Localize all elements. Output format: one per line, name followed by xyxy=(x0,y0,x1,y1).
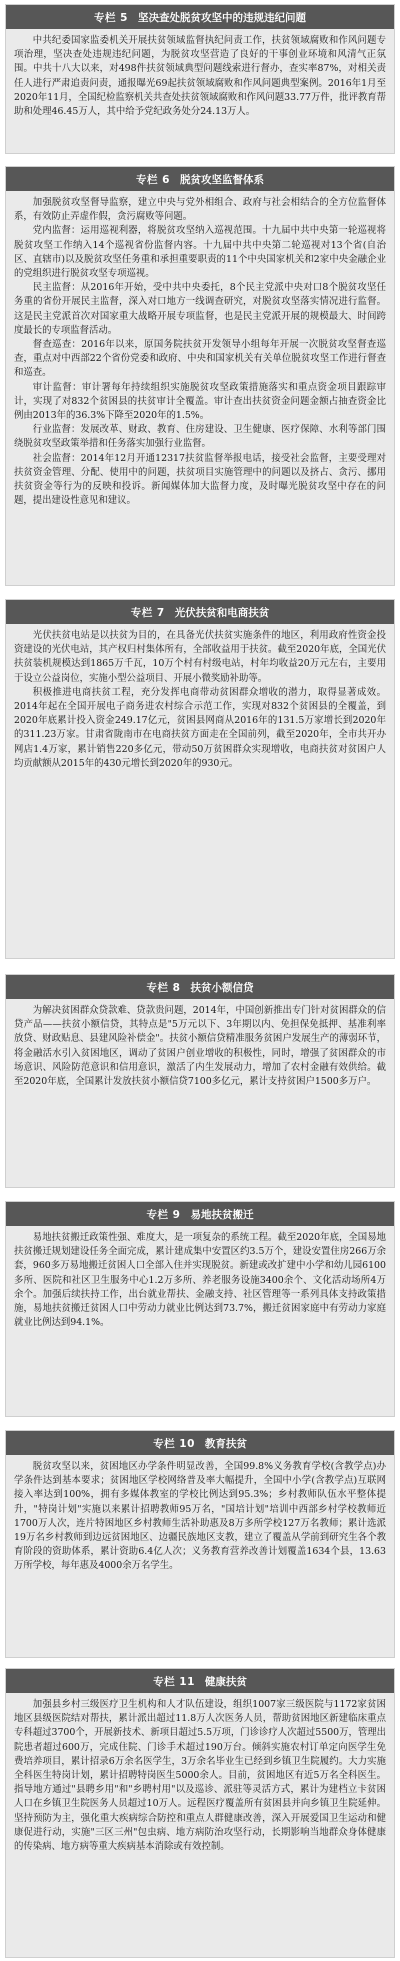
feature-box-title: 光伏扶贫和电商扶贫 xyxy=(174,606,270,619)
paragraph: 审计监督：审计署每年持续组织实施脱贫攻坚政策措施落实和重点资金项目跟踪审计，实现了对832个贫困县的扶贫审计全覆盖。审计查出扶贫资金问题金额占抽查资金比例由2013年的36.3%下降至2020年的1.5%。 xyxy=(14,381,386,422)
feature-box-header xyxy=(6,1202,394,1226)
feature-box-header xyxy=(6,600,394,624)
feature-box-10 xyxy=(5,1430,395,1658)
feature-box-7 xyxy=(5,599,395,959)
feature-box-6 xyxy=(5,166,395,586)
paragraph: 加强脱贫攻坚督导监察，建立中央与党外相组合、政府与社会相结合的全方位监督体系，有效防止弄虚作假，贪污腐败等问题。 xyxy=(14,197,386,223)
feature-box-body xyxy=(6,1693,394,1860)
feature-box-number: 专栏 11 xyxy=(153,1675,195,1688)
feature-box-5 xyxy=(5,4,395,154)
feature-box-header xyxy=(6,167,394,191)
feature-box-title: 扶贫小额信贷 xyxy=(190,981,254,994)
paragraph: 易地扶贫搬迁政策性强、难度大，是一项复杂的系统工程。截至2020年底，全国易地扶贫搬迁规划建设任务全面完成，累计建成集中安置区约3.5万个，建设安置住房266万余套，960多万易地搬迁贫困人口全部入住并实现脱贫。新建或改扩建中小学和幼儿园6100多所、医院和社区卫生服务中心1.2万多所、养老服务设施3400余个、文化活动场所4万余个。加强后续扶持工作，出台就业帮扶、金融支持、社区管理等一系列具体支持政策措施，易地扶贫搬迁贫困人口中劳动力就业比例达到73.7%，搬迁贫困家庭中有劳动力家庭就业比例达到94.1%。 xyxy=(14,1232,386,1329)
feature-box-8 xyxy=(5,974,395,1188)
feature-box-title: 脱贫攻坚监督体系 xyxy=(179,173,264,186)
paragraph: 脱贫攻坚以来，贫困地区办学条件明显改善，全国99.8%义务教育学校(含教学点)办学条件达到基本要求；贫困地区学校网络普及率大幅提升，全国中小学(含教学点)互联网接入率达到100%，拥有多媒体教室的学校比例达到95.3%；乡村教师队伍水平整体提升，"特岗计划"实施以来累计招聘教师95万名，"国培计划"培训中西部乡村学校教师近1700万人次，连片特困地区乡村教师生活补助惠及8万多所学校127万名教师；累计选派19万名乡村教师到边远贫困地区、边疆民族地区支教，建立了覆盖从学前到研究生各个教育阶段的资助体系，累计资助6.4亿人次；义务教育营养改善计划覆盖1634个县，13.63万所学校，每年惠及4000余万名学生。 xyxy=(14,1461,386,1572)
paragraph: 光伏扶贫电站是以扶贫为目的，在具备光伏扶贫实施条件的地区，利用政府性资金投资建设的光伏电站，其产权归村集体所有，全部收益用于扶贫。截至2020年底，全国光伏扶贫装机规模达到1865万千瓦，10万个村有村级电站，村年均收益20万元左右，主要用于设立公益岗位，实施小型公益项目、开展小微奖励补助等。 xyxy=(14,630,386,684)
feature-box-header xyxy=(6,1431,394,1455)
feature-box-body xyxy=(6,1455,394,1580)
feature-box-body xyxy=(6,191,394,514)
feature-box-title: 坚决查处脱贫攻坚中的违规违纪问题 xyxy=(137,11,306,24)
feature-box-body xyxy=(6,1226,394,1336)
feature-box-title: 易地扶贫搬迁 xyxy=(190,1208,254,1221)
paragraph: 党内监督：运用巡视利器，将脱贫攻坚纳入巡视范围。十九届中共中央第一轮巡视将脱贫攻坚工作纳入14个巡视省份监督内容。十九届中共中央第二轮巡视对13个省(自治区、直辖市)以及脱贫攻坚任务重和承担重要职责的11个中央国家机关和2家中央金融企业的党组织进行脱贫攻坚专项巡视。 xyxy=(14,225,386,280)
feature-box-9 xyxy=(5,1201,395,1417)
feature-box-number: 专栏 5 xyxy=(94,11,128,24)
feature-box-header xyxy=(6,975,394,999)
feature-box-title: 健康扶贫 xyxy=(204,1675,247,1688)
paragraph: 行业监督：发展改革、财政、教育、住房建设、卫生健康、医疗保障、水利等部门围绕脱贫攻坚政策举措和任务落实加强行业监督。 xyxy=(14,424,386,450)
feature-box-number: 专栏 9 xyxy=(146,1208,181,1221)
feature-box-header xyxy=(6,5,394,29)
feature-box-11 xyxy=(5,1668,395,1958)
paragraph: 督查巡查：2016年以来，原国务院扶贫开发领导小组每年开展一次脱贫攻坚督查巡查，重点对中西部22个省份党委和政府、中央和国家机关有关单位脱贫攻坚工作进行督查和巡查。 xyxy=(14,339,386,379)
paragraph: 积极推进电商扶贫工程，充分发挥电商带动贫困群众增收的潜力，取得显著成效。2014年起在全国开展电子商务进农村综合示范工作，实现对832个贫困县的全覆盖，到2020年底累计投入资金249.17亿元，贫困县网商从2016年的131.5万家增长到2020年的311.23万家。甘肃省陇南市在电商扶贫方面走在全国前列，截至2020年，全市共开办网店1.4万家，累计销售220多亿元，带动50万贫困群众实现增收，电商扶贫对贫困户人均贡献额从2015年的430元增长到2020年的930元。 xyxy=(14,686,386,769)
paragraph: 社会监督：2014年12月开通12317扶贫监督举报电话，接受社会监督，主要受理对扶贫资金管理、分配、使用中的问题，扶贫项目实施管理中的问题以及挤占、贪污、挪用扶贫资金等行为的反映和投诉。新闻媒体加大监督力度，及时曝光脱贫攻坚中存在的问题，提出建设性意见和建议。 xyxy=(14,452,386,507)
paragraph: 加强县乡村三级医疗卫生机构和人才队伍建设，组织1007家三级医院与1172家贫困地区县级医院结对帮扶，累计派出超过11.8万人次医务人员，帮助贫困地区新建临床重点专科超过3700个，开展新技术、新项目超过5.5万项，门诊诊疗人次超过5500万，管理出院患者超过600万，完成住院、门诊手术超过190万台。倾斜实施农村订单定向医学生免费培养项目，累计招录6万余名医学生，3万余名毕业生已经到乡镇卫生院履约。大力实施全科医生特岗计划，累计招聘特岗医生5000余人。目前，贫困地区有近5万名全科医生。指导地方通过"县聘乡用"和"乡聘村用"以及巡诊、派驻等灵活方式，累计为建档立卡贫困人口在乡镇卫生院医务人员超过10万人。远程医疗覆盖所有贫困县并向乡镇卫生院延伸。坚持预防为主，强化重大疾病综合防控和重点人群健康改善，深入开展爱国卫生运动和健康促进行动，实施"三区三州"包虫病、地方病防治攻坚行动，长期影响当地群众身体健康的传染病、地方病等重大疾病基本消除或有效控制。 xyxy=(14,1699,387,1853)
feature-box-number: 专栏 10 xyxy=(153,1437,195,1450)
paragraph: 为解决贫困群众贷款难、贷款贵问题，2014年，中国创新推出专门针对贫困群众的信贷产品——扶贫小额信贷，其特点是"5万元以下、3年期以内、免担保免抵押、基准利率放贷、财政贴息、县建风险补偿金"。扶贫小额信贷精准服务贫困户发展生产的薄弱环节，将金融活水引入贫困地区，调动了贫困户创业增收的积极性，同时，增强了贫困群众的市场意识、风险防范意识和信用意识，激活了内生发展动力，增加了农村金融有效供给。截至2020年底，全国累计发放扶贫小额信贷7100多亿元，累计支持贫困户1500多万户。 xyxy=(14,1005,386,1088)
paragraph: 中共纪委国家监委机关开展扶贫领域监督执纪问责工作，扶贫领域腐败和作风问题专项治理，坚决查处违规违纪问题，为脱贫攻坚营造了良好的干事创业环境和风清气正氛围。中共十八大以来，对498件扶贫领域典型问题线索进行督办，查实率87%，对相关责任人进行严肃追责问责，通报曝光69起扶贫领域腐败和作风问题典型案例。2016年1月至2020年11月，全国纪检监察机关共查处扶贫领域腐败和作风问题33.77万件，批评教育帮助和处理46.45万人，其中给予党纪政务处分24.13万人。 xyxy=(14,35,387,118)
feature-box-number: 专栏 7 xyxy=(130,606,165,619)
feature-box-number: 专栏 8 xyxy=(146,981,181,994)
feature-box-number: 专栏 6 xyxy=(136,173,170,186)
feature-box-body xyxy=(6,624,394,777)
feature-box-title: 教育扶贫 xyxy=(204,1437,247,1450)
feature-box-header xyxy=(6,1669,394,1693)
feature-box-body xyxy=(6,29,394,125)
paragraph: 民主监督：从2016年开始，受中共中央委托，8个民主党派中央对口8个脱贫攻坚任务重的省份开展民主监督，深入对口地方一线调查研究，对脱贫攻坚落实情况进行监督。这是民主党派首次对国家重大战略开展专项监督，也是民主党派开展的规模最大、时间跨度最长的专项监督活动。 xyxy=(14,282,386,336)
feature-box-body xyxy=(6,999,394,1095)
